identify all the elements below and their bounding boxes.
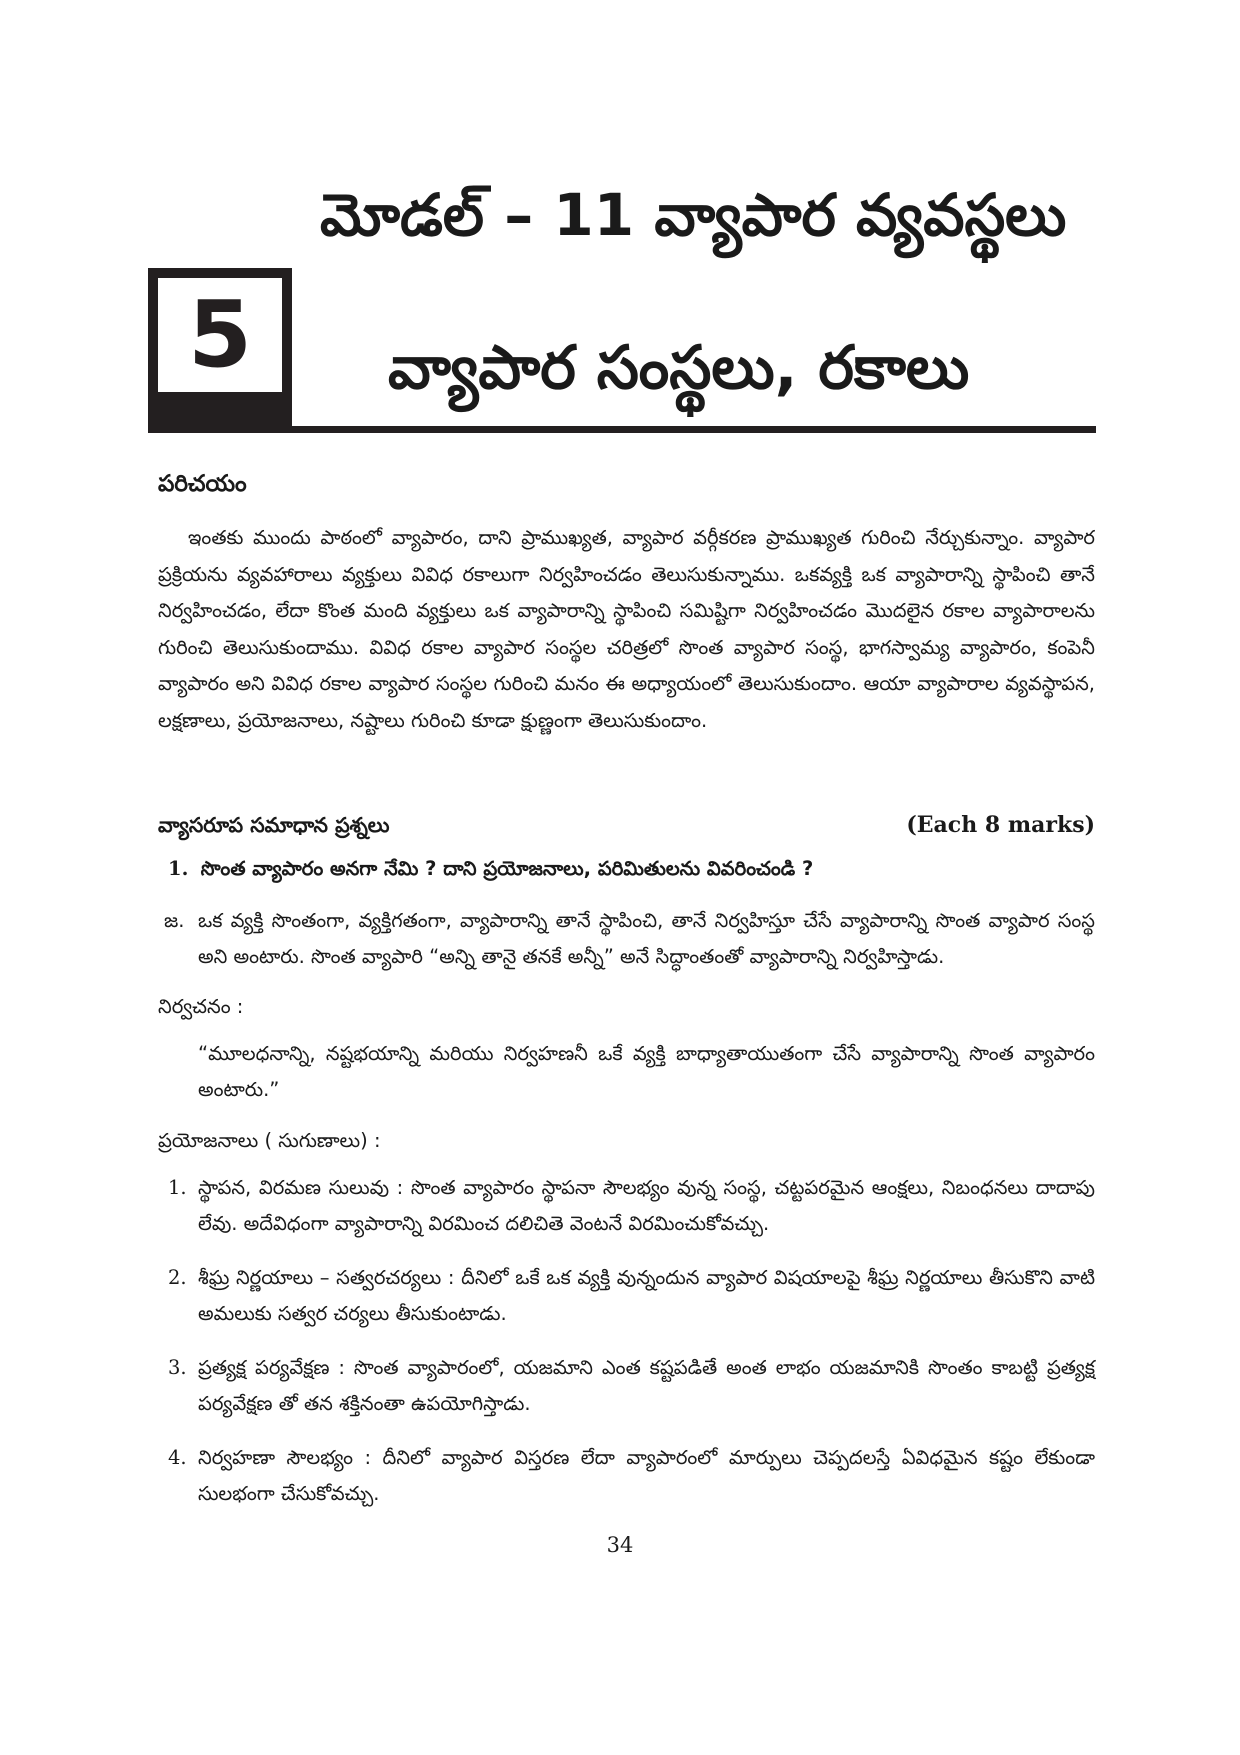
advantage-item (168, 1170, 1095, 1242)
advantage-text: ప్రత్యక్ష పర్యవేక్షణ : సొంత వ్యాపారంలో, యజమాని ఎంత కష్టపడితే అంత లాభం యజమానికి సొంతం కాబట్టి ప్రత్యక్ష పర్యవేక్షణ తో తన శక్తినంతా ఉపయోగిస్తాడు. (198, 1356, 1095, 1415)
advantage-number: 2. (168, 1266, 187, 1289)
advantage-item (168, 1350, 1095, 1422)
advantages-list (168, 1170, 1095, 1530)
chapter-number: 5 (187, 281, 252, 388)
answer-text: ఒక వ్యక్తి సొంతంగా, వ్యక్తిగతంగా, వ్యాపారాన్ని తానే స్థాపించి, తానే నిర్వహిస్తూ చేసే వ్యాపారాన్ని సొంత వ్యాపార సంస్థ అని అంటారు. సొంత వ్యాపారి “అన్ని తానై తనకే అన్నీ” అనే సిద్ధాంతంతో వ్యాపారాన్ని నిర్వహిస్తాడు. (198, 909, 1095, 968)
intro-paragraph: ఇంతకు ముందు పాఠంలో వ్యాపారం, దాని ప్రాముఖ్యత, వ్యాపార వర్గీకరణ ప్రాముఖ్యత గురించి నేర్చుకున్నాం. వ్యాపార ప్రక్రియను వ్యవహారాలు వ్యక్తులు వివిధ రకాలుగా నిర్వహించడం తెలుసుకున్నాము. ఒకవ్యక్తి ఒక వ్యాపారాన్ని స్థాపించి తానే నిర్వహించడం, లేదా కొంత మంది వ్యక్తులు ఒక వ్యాపారాన్ని స్థాపించి సమిష్టిగా నిర్వహించడం మొదలైన రకాల వ్యాపారాలను గురించి తెలుసుకుందాము. వివిధ రకాల వ్యాపార సంస్థల చరిత్రలో సొంత వ్యాపార సంస్థ, భాగస్వామ్య వ్యాపారం, కంపెనీ వ్యాపారం అని వివిధ రకాల వ్యాపార సంస్థల గురించి మనం ఈ అధ్యాయంలో తెలుసుకుందాం. ఆయా వ్యాపారాల వ్యవస్థాపన, లక్షణాలు, ప్రయోజనాలు, నష్టాలు గురించి కూడా క్షుణ్ణంగా తెలుసుకుందాం. (158, 526, 1095, 732)
advantage-text: స్థాపన, విరమణ సులువు : సొంత వ్యాపారం స్థాపనా సౌలభ్యం వున్న సంస్థ, చట్టపరమైన ఆంక్షలు, నిబంధనలు దాదాపు లేవు. అదేవిధంగా వ్యాపారాన్ని విరమించ దలిచితె వెంటనే విరమించుకోవచ్చు. (198, 1176, 1095, 1235)
chapter-number-box (148, 268, 292, 430)
chapter-number-panel (158, 278, 282, 392)
advantage-text: శీఘ్ర నిర్ణయాలు – సత్వరచర్యలు : దీనిలో ఒకే ఒక వ్యక్తి వున్నందున వ్యాపార విషయాలపై శీఘ్ర నిర్ణయాలు తీసుకొని వాటి అమలుకు సత్వర చర్యలు తీసుకుంటాడు. (198, 1266, 1095, 1325)
answer-label: జ. (164, 909, 185, 932)
model-title: మోడల్ – 11 వ్యాపార వ్యవస్థలు (320, 181, 1067, 249)
advantage-item (168, 1440, 1095, 1512)
advantage-text: నిర్వహణా సౌలభ్యం : దీనిలో వ్యాపార విస్తరణ లేదా వ్యాపారంలో మార్పులు చెప్పదలస్తే ఏవిధమైన కష్టం లేకుండా సులభంగా చేసుకోవచ్చు. (198, 1446, 1095, 1505)
definition-quote: “మూలధనాన్ని, నష్టభయాన్ని మరియు నిర్వహణనీ ఒకే వ్యక్తి బాధ్యాతాయుతంగా చేసే వ్యాపారాన్ని సొంత వ్యాపారం అంటారు.” (198, 1042, 1095, 1101)
chapter-title: వ్యాపార సంస్థలు, రకాలు (388, 333, 970, 403)
advantage-number: 4. (168, 1446, 187, 1469)
advantage-item (168, 1260, 1095, 1332)
marks-note: (Each 8 marks) (906, 812, 1095, 838)
question-text: సొంత వ్యాపారం అనగా నేమి ? దాని ప్రయోజనాలు, పరిమితులను వివరించండి ? (200, 857, 814, 880)
advantages-label: ప్రయోజనాలు ( సుగుణాలు) : (158, 1129, 381, 1152)
header-rule (148, 426, 1096, 433)
answer (158, 903, 1095, 975)
advantage-number: 1. (168, 1176, 187, 1199)
essay-section-title: వ్యాసరూప సమాధాన ప్రశ్నలు (158, 813, 390, 837)
page-number: 34 (606, 1533, 634, 1557)
advantage-number: 3. (168, 1356, 187, 1379)
essay-section-row (158, 808, 1095, 842)
intro-heading: పరిచయం (158, 471, 247, 497)
question-number: 1. (168, 857, 189, 880)
question (168, 852, 1095, 886)
definition-label: నిర్వచనం : (158, 995, 244, 1018)
